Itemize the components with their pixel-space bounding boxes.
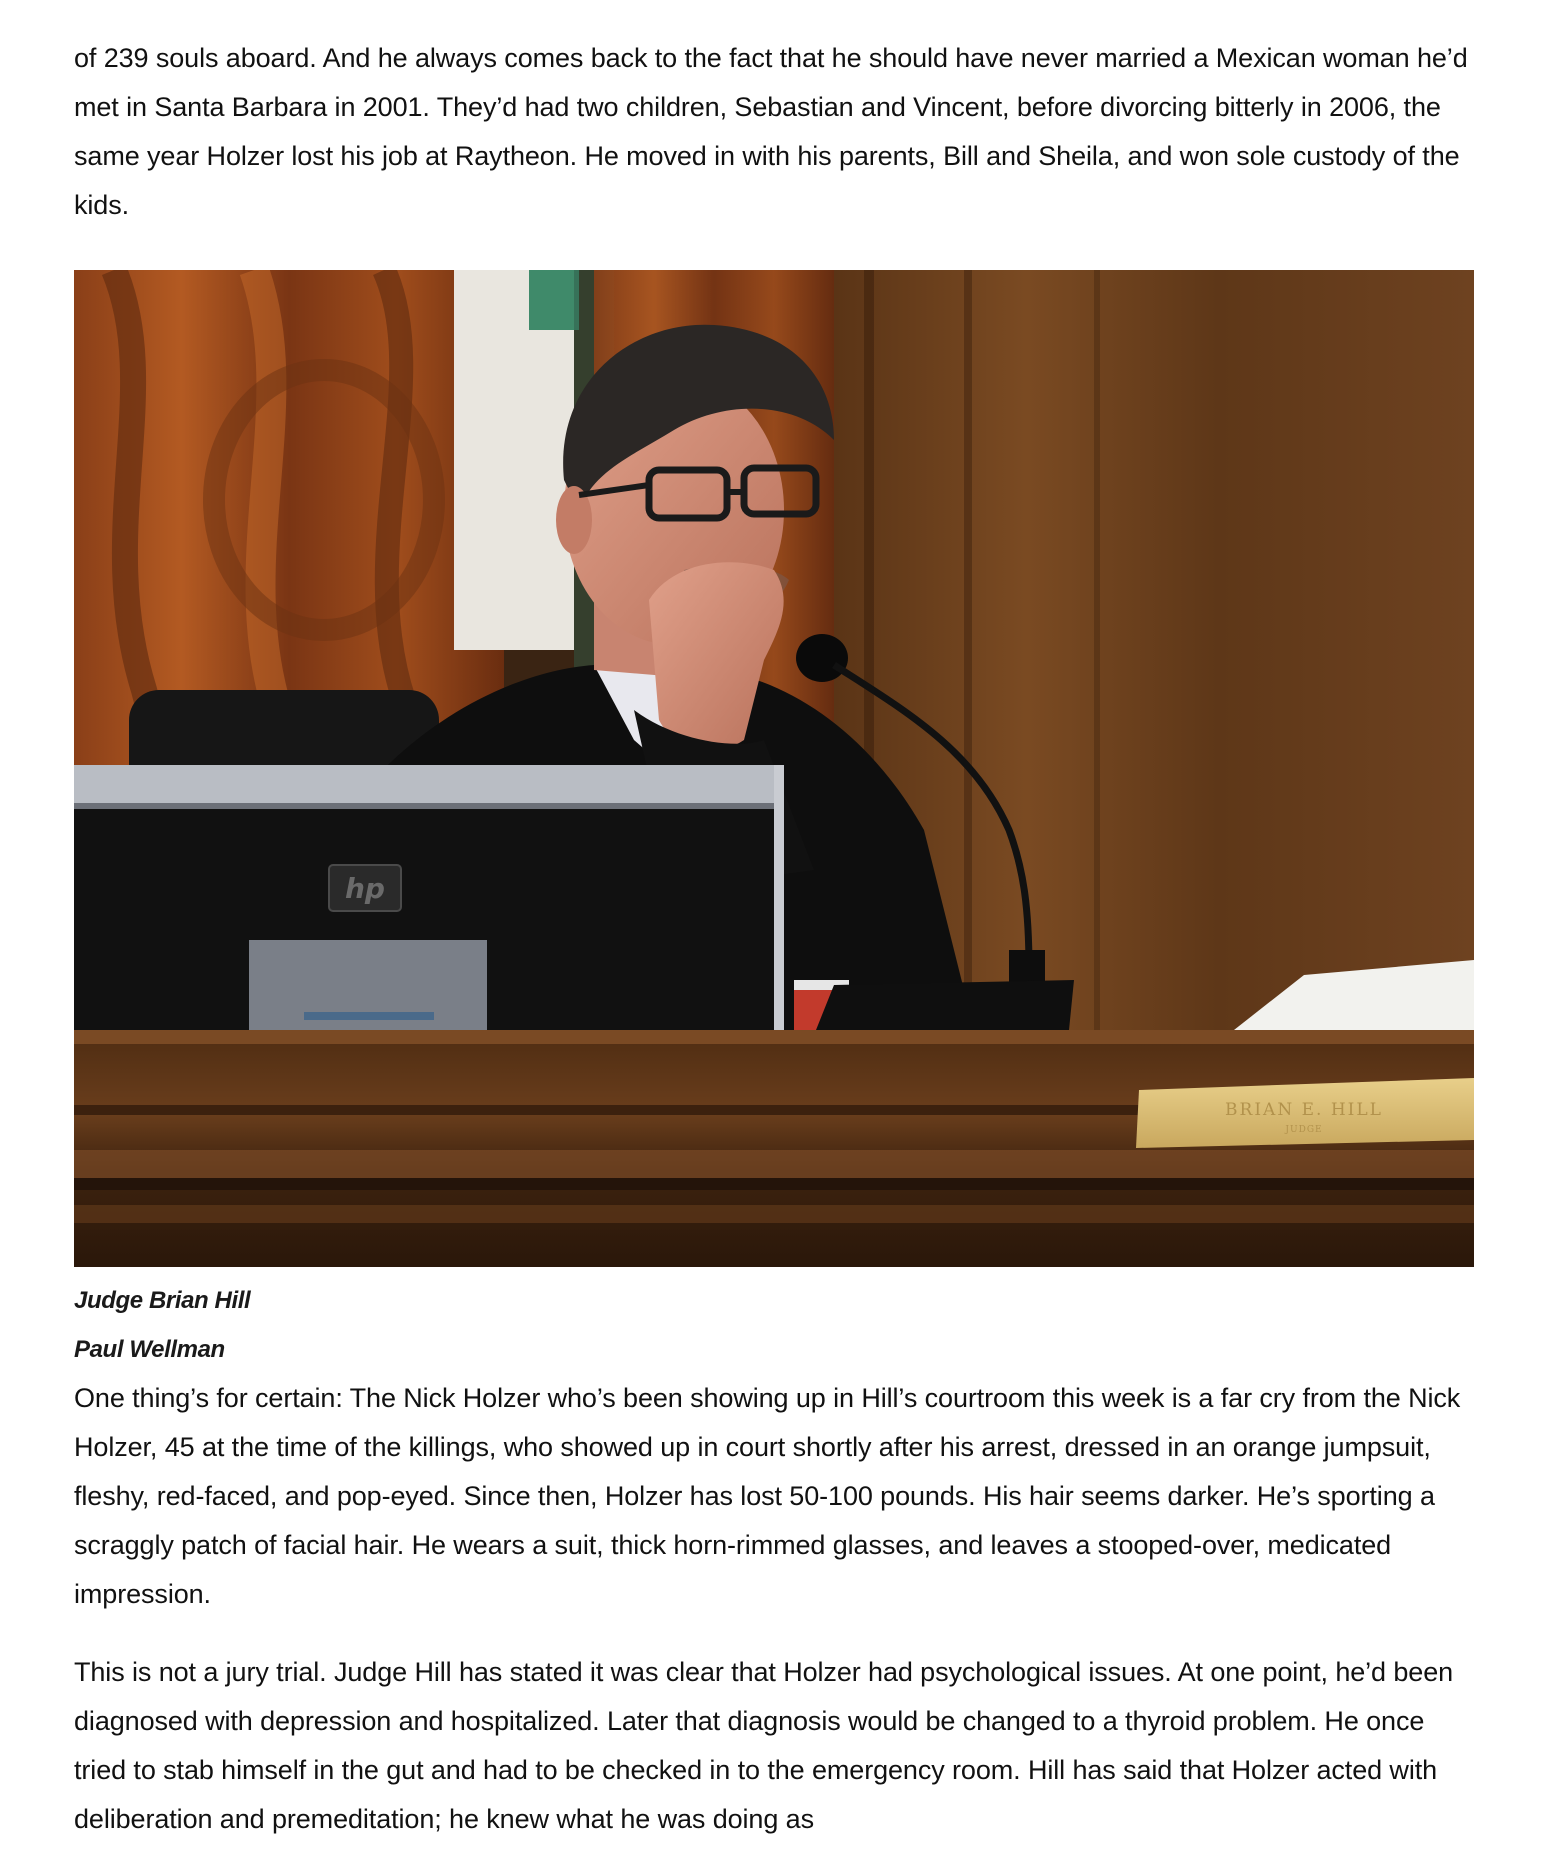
hp-logo-icon [329,865,401,911]
article-body [74,34,1474,1844]
article-paragraph: One thing’s for certain: The Nick Holzer who’s been showing up in Hill’s courtroom this week is a far cry from the Nick Holzer, 45 at the time of the killings, who showed up in court shortly after his arrest, dressed in an orange jumpsuit, fleshy, red-faced, and pop-eyed. Since then, Holzer has lost 50-100 pounds. His hair seems darker. He’s sporting a scraggly patch of facial hair. He wears a suit, thick horn-rimmed glasses, and leaves a stooped-over, medicated impression. [74,1383,1461,1609]
photo-caption-block [74,1276,1474,1374]
svg-text:JUDGE: JUDGE [1285,1125,1323,1135]
photo-caption: Judge Brian Hill [74,1287,251,1314]
article-paragraph: This is not a jury trial. Judge Hill has stated it was clear that Holzer had psychological issues. At one point, he’d been diagnosed with depression and hospitalized. Later that diagnosis would be changed to a thyroid problem. He once tried to stab himself in the gut and had to be checked in to the emergency room. Hill has said that Holzer acted with deliberation and premeditation; he knew what he was doing as [74,1657,1454,1834]
svg-text:BRIAN E. HILL: BRIAN E. HILL [1225,1100,1383,1120]
photo-credit: Paul Wellman [74,1336,225,1363]
svg-text:hp: hp [345,872,385,905]
article-photo [74,270,1474,1267]
judge-photo-illustration [74,270,1474,1267]
judge-nameplate [1136,1078,1474,1148]
article-paragraph: of 239 souls aboard. And he always comes back to the fact that he should have never married a Mexican woman he’d met in Santa Barbara in 2001. They’d had two children, Sebastian and Vincent, before divorcing bitterly in 2006, the same year Holzer lost his job at Raytheon. He moved in with his parents, Bill and Sheila, and won sole custody of the kids. [74,43,1468,220]
